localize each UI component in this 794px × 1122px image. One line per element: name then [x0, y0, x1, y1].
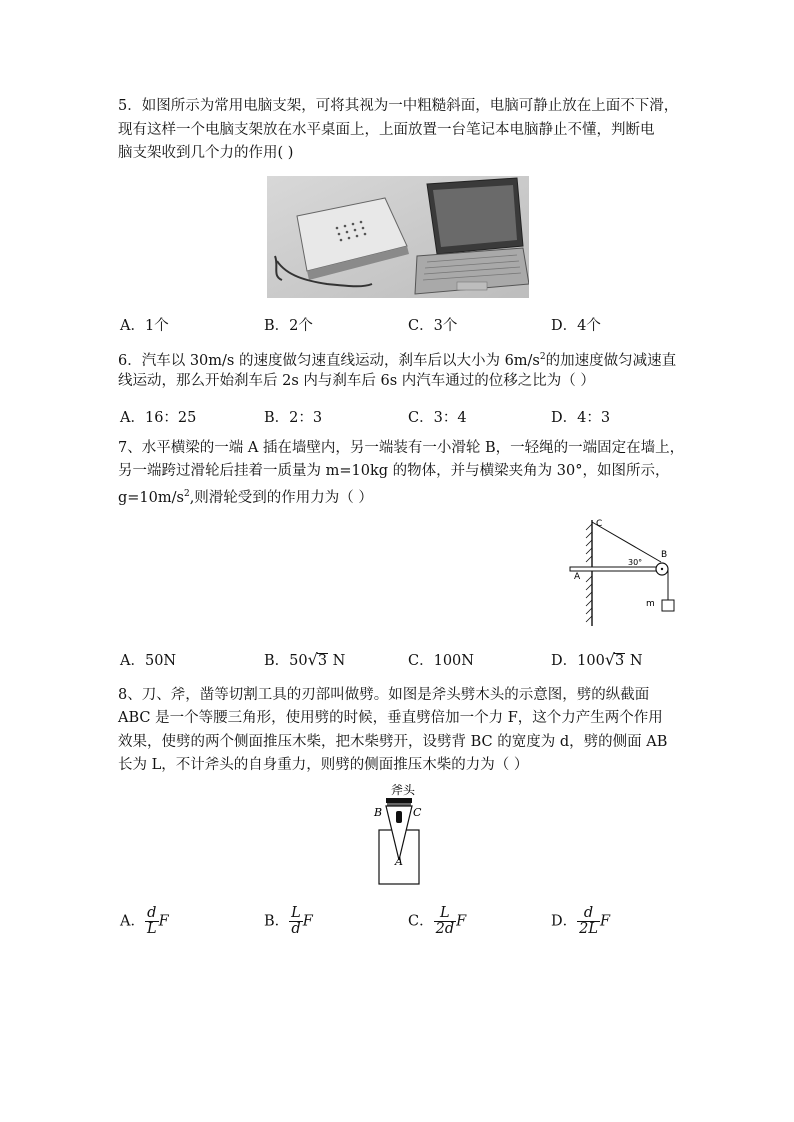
label-c: C [413, 806, 422, 819]
label-a: A [574, 572, 581, 582]
label-a: A [395, 855, 403, 868]
angle-label: 30° [628, 558, 643, 567]
q7-line-3: $g=10m/s^2$,则滑轮受到的作用力为（ ） [118, 489, 373, 506]
q7-option-c[interactable]: C．100N [408, 653, 474, 669]
q8-line-1: 8、刀、斧，凿等切割工具的刃部叫做劈。如图是斧头劈木头的示意图，劈的纵截面 [118, 687, 650, 703]
q6-option-b[interactable]: B．2：3 [264, 410, 323, 426]
q6-line-1: 6．汽车以 30m/s 的速度做匀速直线运动，刹车后以大小为 $6m/s^2$的加速度做匀减速直 [118, 352, 677, 369]
q5-line-1: 5．如图所示为常用电脑支架，可将其视为一中粗糙斜面，电脑可静止放在上面不下滑， [118, 98, 679, 114]
q7-option-d[interactable]: D．100√3 N [551, 650, 643, 669]
q5-option-d[interactable]: D．4个 [551, 318, 601, 334]
label-m: m [646, 599, 655, 609]
q5-option-c[interactable]: C．3个 [408, 318, 458, 334]
q8-option-c[interactable]: C． $\frac{L}{2d}$ F [408, 905, 467, 937]
q8-option-b[interactable]: B． $\frac{L}{d}$ F [264, 905, 313, 937]
q7-option-a[interactable]: A．50N [120, 653, 177, 669]
q5-option-b[interactable]: B．2个 [264, 318, 313, 334]
q6-option-a[interactable]: A．16：25 [120, 410, 197, 426]
q6-option-d[interactable]: D．4：3 [551, 410, 611, 426]
laptop-stand-photo [267, 176, 529, 298]
axe-wedge-diagram [368, 782, 436, 886]
q7-line-1: 7、水平横梁的一端 A 插在墙壁内，另一端装有一小滑轮 B，一轻绳的一端固定在墙上， [118, 440, 685, 456]
pulley-beam-diagram [560, 516, 685, 628]
label-b: B [374, 806, 383, 819]
q5-option-a[interactable]: A．1个 [120, 318, 169, 334]
label-c: C [596, 519, 603, 529]
q8-line-3: 效果，使劈的两个侧面推压木柴，把木柴劈开，设劈背 BC 的宽度为 d，劈的侧面 AB [118, 734, 668, 750]
label-b: B [661, 550, 668, 560]
q5-line-3: 脑支架收到几个力的作用( ) [118, 145, 294, 161]
q7-line-2: 另一端跨过滑轮后挂着一质量为 m=10kg 的物体，并与横梁夹角为 30°，如图所示， [118, 463, 670, 479]
q8-line-4: 长为 L，不计斧头的自身重力，则劈的侧面推压木柴的力为（ ） [118, 757, 529, 773]
q6-option-c[interactable]: C．3：4 [408, 410, 467, 426]
q8-option-a[interactable]: A． $\frac{d}{L}$ F [120, 905, 169, 937]
q8-option-d[interactable]: D． $\frac{d}{2L}$ F [551, 905, 611, 937]
q8-line-2: ABC 是一个等腰三角形，使用劈的时候，垂直劈倍加一个力 F，这个力产生两个作用 [118, 710, 663, 726]
q6-line-2: 线运动，那么开始刹车后 2s 内与刹车后 6s 内汽车通过的位移之比为（ ） [118, 373, 595, 389]
q7-option-b[interactable]: B．50√3 N [264, 650, 346, 669]
axe-title: 斧头 [391, 783, 416, 797]
q5-line-2: 现有这样一个电脑支架放在水平桌面上，上面放置一台笔记本电脑静止不懂，判断电 [118, 122, 655, 138]
